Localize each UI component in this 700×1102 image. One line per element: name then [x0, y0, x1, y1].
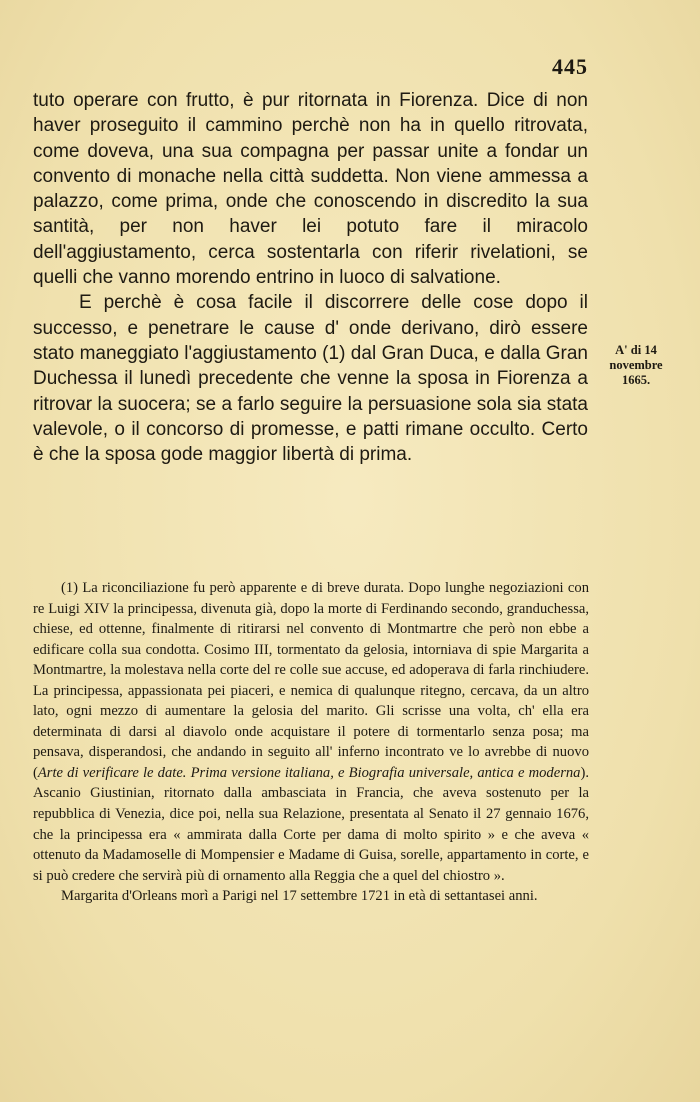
- footnote-closing: Margarita d'Orleans morì a Parigi nel 17 settembre 1721 in età di settantasei anni.: [61, 888, 538, 905]
- footnote-1-part-1: (1) La riconciliazione fu però apparente e di breve durata. Dopo lunghe negoziazioni con re Luigi XIV la principessa, divenuta già, dopo la morte di Ferdinando secondo, granduchessa, chiese, ed ottenne, finalmente di ritirarsi nel convento di Montmartre che però non ebbe a edificare colla sua condotta. Cosimo III, tormentato da gelosia, intorniava di spie Margarita a Montmartre, la molestava nella corte del re colle sue accuse, ed adoperava di farla rinchiudere. La principessa, appassionata pei piaceri, e nemica di qualunque ritegno, cercava, da un altro lato, ogni mezzo di aumentare la gelosia del marito. Gli scrisse una volta, ch' ella era determinata di darsi al diavolo onde acquistare il potere di tormentarlo senza posa; ma pensava, disperandosi, che andando in seguito all' inferno incontrato ve lo avrebbe di nuovo (: [33, 580, 589, 781]
- main-text: [33, 88, 588, 467]
- body-paragraph-2: E perchè è cosa facile il discorrere delle cose dopo il successo, e penetrare le cause d' onde derivano, dirò essere stato maneggiato l'aggiustamento (1) dal Gran Duca, e dalla Gran Duchessa il lunedì precedente che venne la sposa in Fiorenza a ritrovar la suocera; se a farlo seguire la persuasione sola sia stata valevole, o il concorso di promesse, e patti rimane occulto. Certo è che la sposa gode maggior libertà di prima.: [33, 292, 588, 466]
- footnote-1-citation: Arte di verificare le date. Prima versione italiana, e Biografia universale, antica e moderna: [37, 764, 581, 781]
- margin-note-date: [594, 343, 678, 388]
- body-paragraph-1: tuto operare con frutto, è pur ritornata in Fiorenza. Dice di non haver proseguito il cammino perchè non ha in quello ritrovata, come doveva, una sua compagna per passar unite a fondar un convento di monache nella città suddetta. Non viene ammessa a palazzo, come prima, onde che conoscendo in discredito la sua santità, per non haver lei potuto fare il miracolo dell'aggiustamento, cerca sostentarla con riferir rivelationi, se quelli che vanno morendo entrino in luoco di salvatione.: [33, 90, 588, 289]
- margin-note-line-3: 1665.: [621, 373, 651, 387]
- margin-note-line-2: novembre: [609, 358, 663, 372]
- margin-note-line-1: A' di 14: [615, 343, 657, 357]
- footnote-1-part-2: ). Ascanio Giustinian, ritornato dalla ambasciata in Francia, che aveva sostenuto per la repubblica di Venezia, dice poi, nella sua Relazione, presentata al Senato il 27 gennaio 1676, che la principessa era « ammirata dalla Corte per dama di molto spirito » e che aveva « ottenuto da Madamoselle di Mompensier e Madame di Guisa, sorelle, appartamento in corte, e si può credere che servirà più di ornamento alla Reggia che a quel del chiostro ».: [33, 764, 589, 884]
- page-number: 445: [552, 54, 588, 79]
- footnotes: [33, 578, 589, 907]
- footnote-1: [33, 578, 589, 886]
